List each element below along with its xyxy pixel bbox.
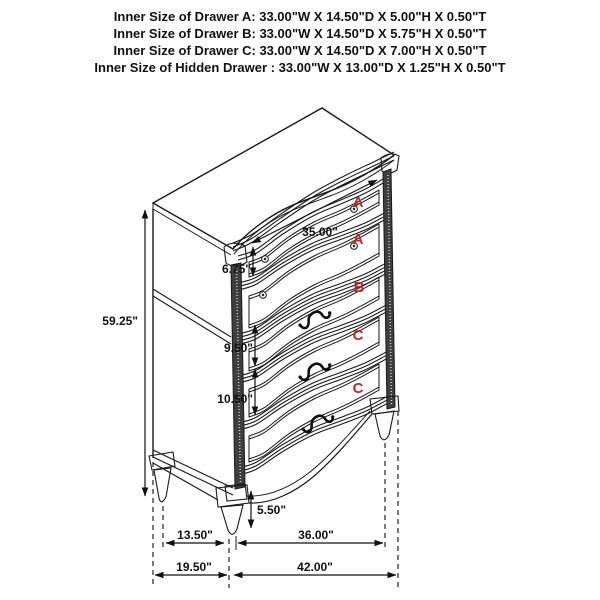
drawer-letter-c2: C (352, 380, 364, 397)
dim-overall-height (102, 210, 145, 496)
fluted-column-right (383, 169, 395, 409)
svg-text:10.50": 10.50" (217, 392, 253, 406)
svg-text:19.50": 19.50" (176, 560, 212, 574)
svg-text:35.00": 35.00" (302, 225, 338, 239)
drawer-letter-a2: A (352, 231, 364, 248)
svg-text:42.00": 42.00" (297, 560, 333, 574)
spec-line-drawer-c: Inner Size of Drawer C: 33.00"W X 14.50"D X 7.00"H X 0.50"T (113, 43, 487, 58)
svg-text:36.00": 36.00" (298, 528, 334, 542)
chest-side-panel (153, 209, 233, 500)
dim-overall-depth (155, 560, 227, 575)
drawer-letter-c1: C (352, 327, 364, 344)
dim-base-depth (166, 528, 224, 543)
svg-text:6.75": 6.75" (221, 262, 251, 276)
spec-line-drawer-a: Inner Size of Drawer A: 33.00"W X 14.50"D X 5.00"H X 0.50"T (113, 9, 487, 24)
svg-text:5.50": 5.50" (257, 503, 287, 517)
svg-text:9.50": 9.50" (223, 341, 253, 355)
knob-icon (262, 256, 269, 263)
svg-text:59.25": 59.25" (102, 314, 138, 328)
knob-icon (260, 292, 267, 299)
svg-text:13.50": 13.50" (177, 528, 213, 542)
dim-overall-width (234, 560, 396, 575)
dim-drawer-a-height (222, 247, 253, 276)
dim-base-width (238, 528, 383, 543)
drawer-letter-b: B (353, 279, 365, 296)
spec-line-hidden-drawer: Inner Size of Hidden Drawer : 33.00"W X 13.00"D X 1.25"H X 0.50"T (94, 60, 506, 75)
spec-line-drawer-b: Inner Size of Drawer B: 33.00"W X 14.50"D X 5.75"H X 0.50"T (113, 26, 487, 41)
drawer-handle-icon (297, 310, 333, 329)
drawer-letter-a1: A (352, 194, 364, 211)
